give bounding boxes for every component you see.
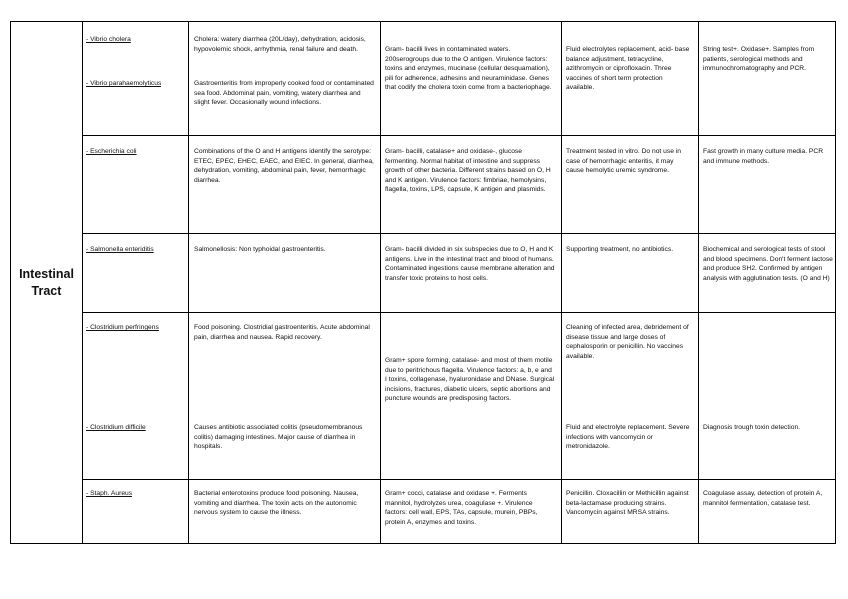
row-divider [82, 479, 835, 480]
disease-description: Cholera: watery diarrhea (20L/day), dehydration, acidosis, hypovolemic shock, arrhythmia, renal failure and death. [194, 36, 366, 53]
row-divider [82, 312, 835, 313]
organism-name: - Vibrio parahaemolyticus [86, 80, 162, 87]
diagnosis-description: Diagnosis trough toxin detection. [703, 424, 801, 431]
treatment-description: Fluid electrolytes replacement, acid- base balance adjustment, tetracycline, azithromycin or ciprofloxacin. Three vaccines of short term protection available. [566, 46, 690, 92]
diagnosis-description: Biochemical and serological tests of stool and blood specimens. Don't ferment lactose and produce SH2. Confirmed by antigen analysis with agglutination tests. (O and H) [703, 246, 833, 282]
treatment-description: Treatment tested in vitro. Do not use in case of hemorrhagic enteritis, it may cause hemolytic uremic syndrome. [566, 148, 681, 175]
characteristics-description: Gram+ cocci, catalase and oxidase +. Ferments mannitol, hydrolyzes urea, coagulase +. Virulence factors: cell wall, EPS, TAs, capsule, murein, PBPs, protein A, enzymes and toxins. [385, 490, 538, 526]
diagnosis-description: Coagulase assay, detection of protein A, mannitol fermentation, catalase test. [703, 490, 823, 507]
characteristics-description: Gram- bacilli lives in contaminated waters. 200serogroups due to the O antigen. Virulence factors: toxins and enzymes, mucinase (cellular desquamation), pili for adherence, adhesins and neuraminidase. Genes that codify the cholera toxin come from a bacteriophage. [385, 46, 552, 92]
characteristics-description: Gram- bacilli, catalase+ and oxidase-, glucose fermenting. Normal habitat of intestine and suppress growth of other bacteria. Different strains based on O, H and K antigen. Virulence factors: fimbriae, hemolysins, flagella, toxins, LPS, capsule, K antigen and plasmids. [385, 148, 551, 194]
organism-name: - Vibrio cholera [86, 36, 131, 43]
column-divider [188, 22, 189, 543]
disease-description: Gastroenteritis from improperly cooked food or contaminated sea food. Abdominal pain, vomiting, watery diarrhea and slight fever. Occasionally wound infections. [194, 80, 374, 107]
organism-name: - Salmonella enteriditis [86, 246, 154, 253]
organism-name: - Clostridium difficile [86, 424, 146, 431]
column-divider [380, 22, 381, 543]
treatment-description: Penicillin. Cloxacillin or Methicillin against beta-lactamase producing strains. Vancomycin against MRSA strains. [566, 490, 689, 517]
region-label: Intestinal Tract [19, 266, 74, 298]
characteristics-description: Gram- bacilli divided in six subspecies due to O, H and K antigens. Live in the intestinal tract and blood of humans. Contaminated ingestions cause membrane alteration and transfer toxic proteins to host cells. [385, 246, 555, 282]
pathogen-table [10, 21, 836, 544]
organism-name: - Escherichia coli [86, 148, 137, 155]
disease-description: Combinations of the O and H antigens identify the serotype: ETEC, EPEC, EHEC, EAEC, and EIEC. In general, diarrhea, dehydration, vomiting, abdominal pain, fever, hemorrhagic diarrhea. [194, 148, 374, 184]
treatment-description: Cleaning of infected area, debridement of disease tissue and large doses of cephalosporin or penicillin. No vaccines available. [566, 324, 689, 360]
characteristics-description: Gram+ spore forming, catalase- and most of them motile due to peritrichous flagella. Virulence factors: a, b, e and I toxins, collagenase, hyaluronidase and DNase. Surgical incisions, fractures, diabetic ulcers, septic abortions and puncture wounds are predisposing factors. [385, 357, 555, 403]
row-divider [82, 233, 835, 234]
organism-name: - Clostridium perfringens [86, 324, 159, 331]
column-divider [82, 22, 83, 543]
row-divider [82, 135, 835, 136]
column-divider [561, 22, 562, 543]
disease-description: Bacterial enterotoxins produce food poisoning. Nausea, vomiting and diarrhea. The toxin acts on the autonomic nervous system to cause the illness. [194, 490, 359, 517]
organism-name: - Staph. Aureus [86, 490, 133, 497]
disease-description: Salmonellosis: Non typhoidal gastroenteritis. [194, 246, 326, 253]
treatment-description: Fluid and electrolyte replacement. Severe infections with vancomycin or metronidazole. [566, 424, 690, 451]
treatment-description: Supporting treatment, no antibiotics. [566, 246, 674, 253]
diagnosis-description: String test+. Oxidase+. Samples from patients, serological methods and immunochromatography and PCR. [703, 46, 815, 73]
column-divider [698, 22, 699, 543]
disease-description: Causes antibiotic associated colitis (pseudomembranous colitis) damaging intestines. Major cause of diarrhea in hospitals. [194, 424, 363, 451]
diagnosis-description: Fast growth in many culture media. PCR and immune methods. [703, 148, 824, 165]
disease-description: Food poisoning. Clostridial gastroenteritis. Acute abdominal pain, diarrhea and nausea. Rapid recovery. [194, 324, 370, 341]
